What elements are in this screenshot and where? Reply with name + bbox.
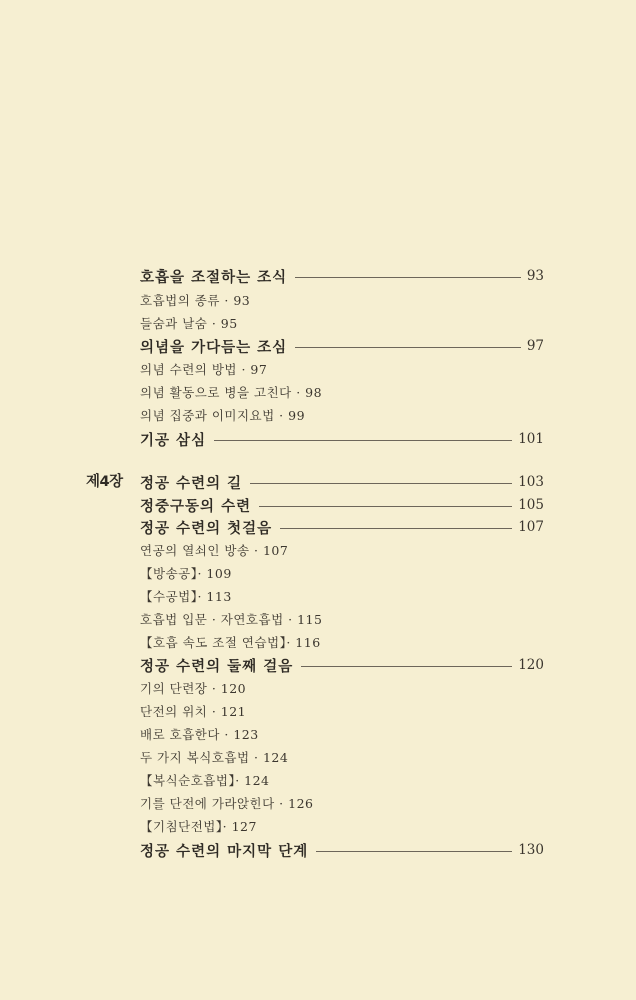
- toc-subentry-text: 의념 활동으로 병을 고친다 · 98: [140, 385, 323, 400]
- toc-page-number: 130: [518, 842, 544, 858]
- dot-leader: [259, 506, 512, 507]
- toc-heading: [0, 264, 636, 288]
- toc-heading: [0, 838, 636, 862]
- toc-heading: [0, 493, 636, 517]
- toc-subentry-text: 【기침단전법】· 127: [140, 819, 257, 834]
- toc-page-number: 105: [518, 497, 544, 513]
- toc-subentry-text: 의념 수련의 방법 · 97: [140, 362, 268, 377]
- toc-subentry-text: 기의 단련장 · 120: [140, 681, 247, 696]
- toc-subentry: [0, 289, 636, 313]
- toc-subentry: [0, 815, 636, 839]
- toc-subentry-text: 두 가지 복식호흡법 · 124: [140, 750, 289, 765]
- toc-subentry: [0, 585, 636, 609]
- toc-heading-title: 기공 삼심: [140, 432, 207, 449]
- dot-leader: [295, 277, 521, 278]
- toc-subentry: [0, 677, 636, 701]
- toc-page-number: 107: [518, 519, 544, 535]
- toc-heading-title: 의념을 가다듬는 조심: [140, 339, 288, 356]
- toc-subentry-text: 【방송공】· 109: [140, 566, 232, 581]
- toc-heading-title: 정공 수련의 둘째 걸음: [140, 658, 294, 675]
- toc-subentry-text: 들숨과 날숨 · 95: [140, 316, 238, 331]
- toc-subentry: [0, 312, 636, 336]
- toc-subentry-text: 【호흡 속도 조절 연습법】· 116: [140, 635, 321, 650]
- toc-subentry: [0, 608, 636, 632]
- toc-heading-title: 정공 수련의 마지막 단계: [140, 843, 309, 860]
- toc-subentry-text: 【복식순호흡법】· 124: [140, 773, 270, 788]
- toc-subentry-text: 연공의 열쇠인 방송 · 107: [140, 543, 289, 558]
- dot-leader: [295, 347, 521, 348]
- chapter-label: 제4장: [86, 474, 123, 490]
- toc-heading: [0, 653, 636, 677]
- dot-leader: [214, 440, 512, 441]
- toc-heading: [0, 334, 636, 358]
- toc-subentry: [0, 792, 636, 816]
- toc-page-number: 120: [518, 657, 544, 673]
- toc-heading: [0, 427, 636, 451]
- toc-subentry: [0, 723, 636, 747]
- toc-subentry: [0, 404, 636, 428]
- toc-heading-title: 정공 수련의 첫걸음: [140, 520, 273, 537]
- dot-leader: [301, 666, 512, 667]
- toc-subentry-text: 호흡법 입문 · 자연호흡법 · 115: [140, 612, 323, 627]
- toc-heading-title: 정중구동의 수련: [140, 498, 252, 515]
- toc-subentry-text: 기를 단전에 가라앉힌다 · 126: [140, 796, 314, 811]
- toc-subentry: [0, 631, 636, 655]
- toc-chapter: [0, 470, 636, 494]
- toc-subentry: [0, 700, 636, 724]
- toc-subentry-text: 【수공법】· 113: [140, 589, 232, 604]
- toc-subentry: [0, 358, 636, 382]
- toc-heading-title: 호흡을 조절하는 조식: [140, 269, 288, 286]
- dot-leader: [280, 528, 512, 529]
- toc-subentry: [0, 562, 636, 586]
- toc-page-number: 93: [526, 268, 544, 284]
- toc-subentry-text: 의념 집중과 이미지요법 · 99: [140, 408, 306, 423]
- dot-leader: [316, 851, 512, 852]
- toc-subentry: [0, 746, 636, 770]
- chapter-title: 정공 수련의 길: [140, 475, 243, 492]
- toc-subentry: [0, 769, 636, 793]
- toc-page-number: 97: [526, 338, 544, 354]
- toc-heading: [0, 515, 636, 539]
- toc-subentry-text: 배로 호흡한다 · 123: [140, 727, 259, 742]
- toc-subentry: [0, 539, 636, 563]
- toc-subentry: [0, 381, 636, 405]
- toc-subentry-text: 단전의 위치 · 121: [140, 704, 247, 719]
- dot-leader: [250, 483, 512, 484]
- toc-page-number: 103: [518, 474, 544, 490]
- toc-page-number: 101: [518, 431, 544, 447]
- toc-subentry-text: 호흡법의 종류 · 93: [140, 293, 251, 308]
